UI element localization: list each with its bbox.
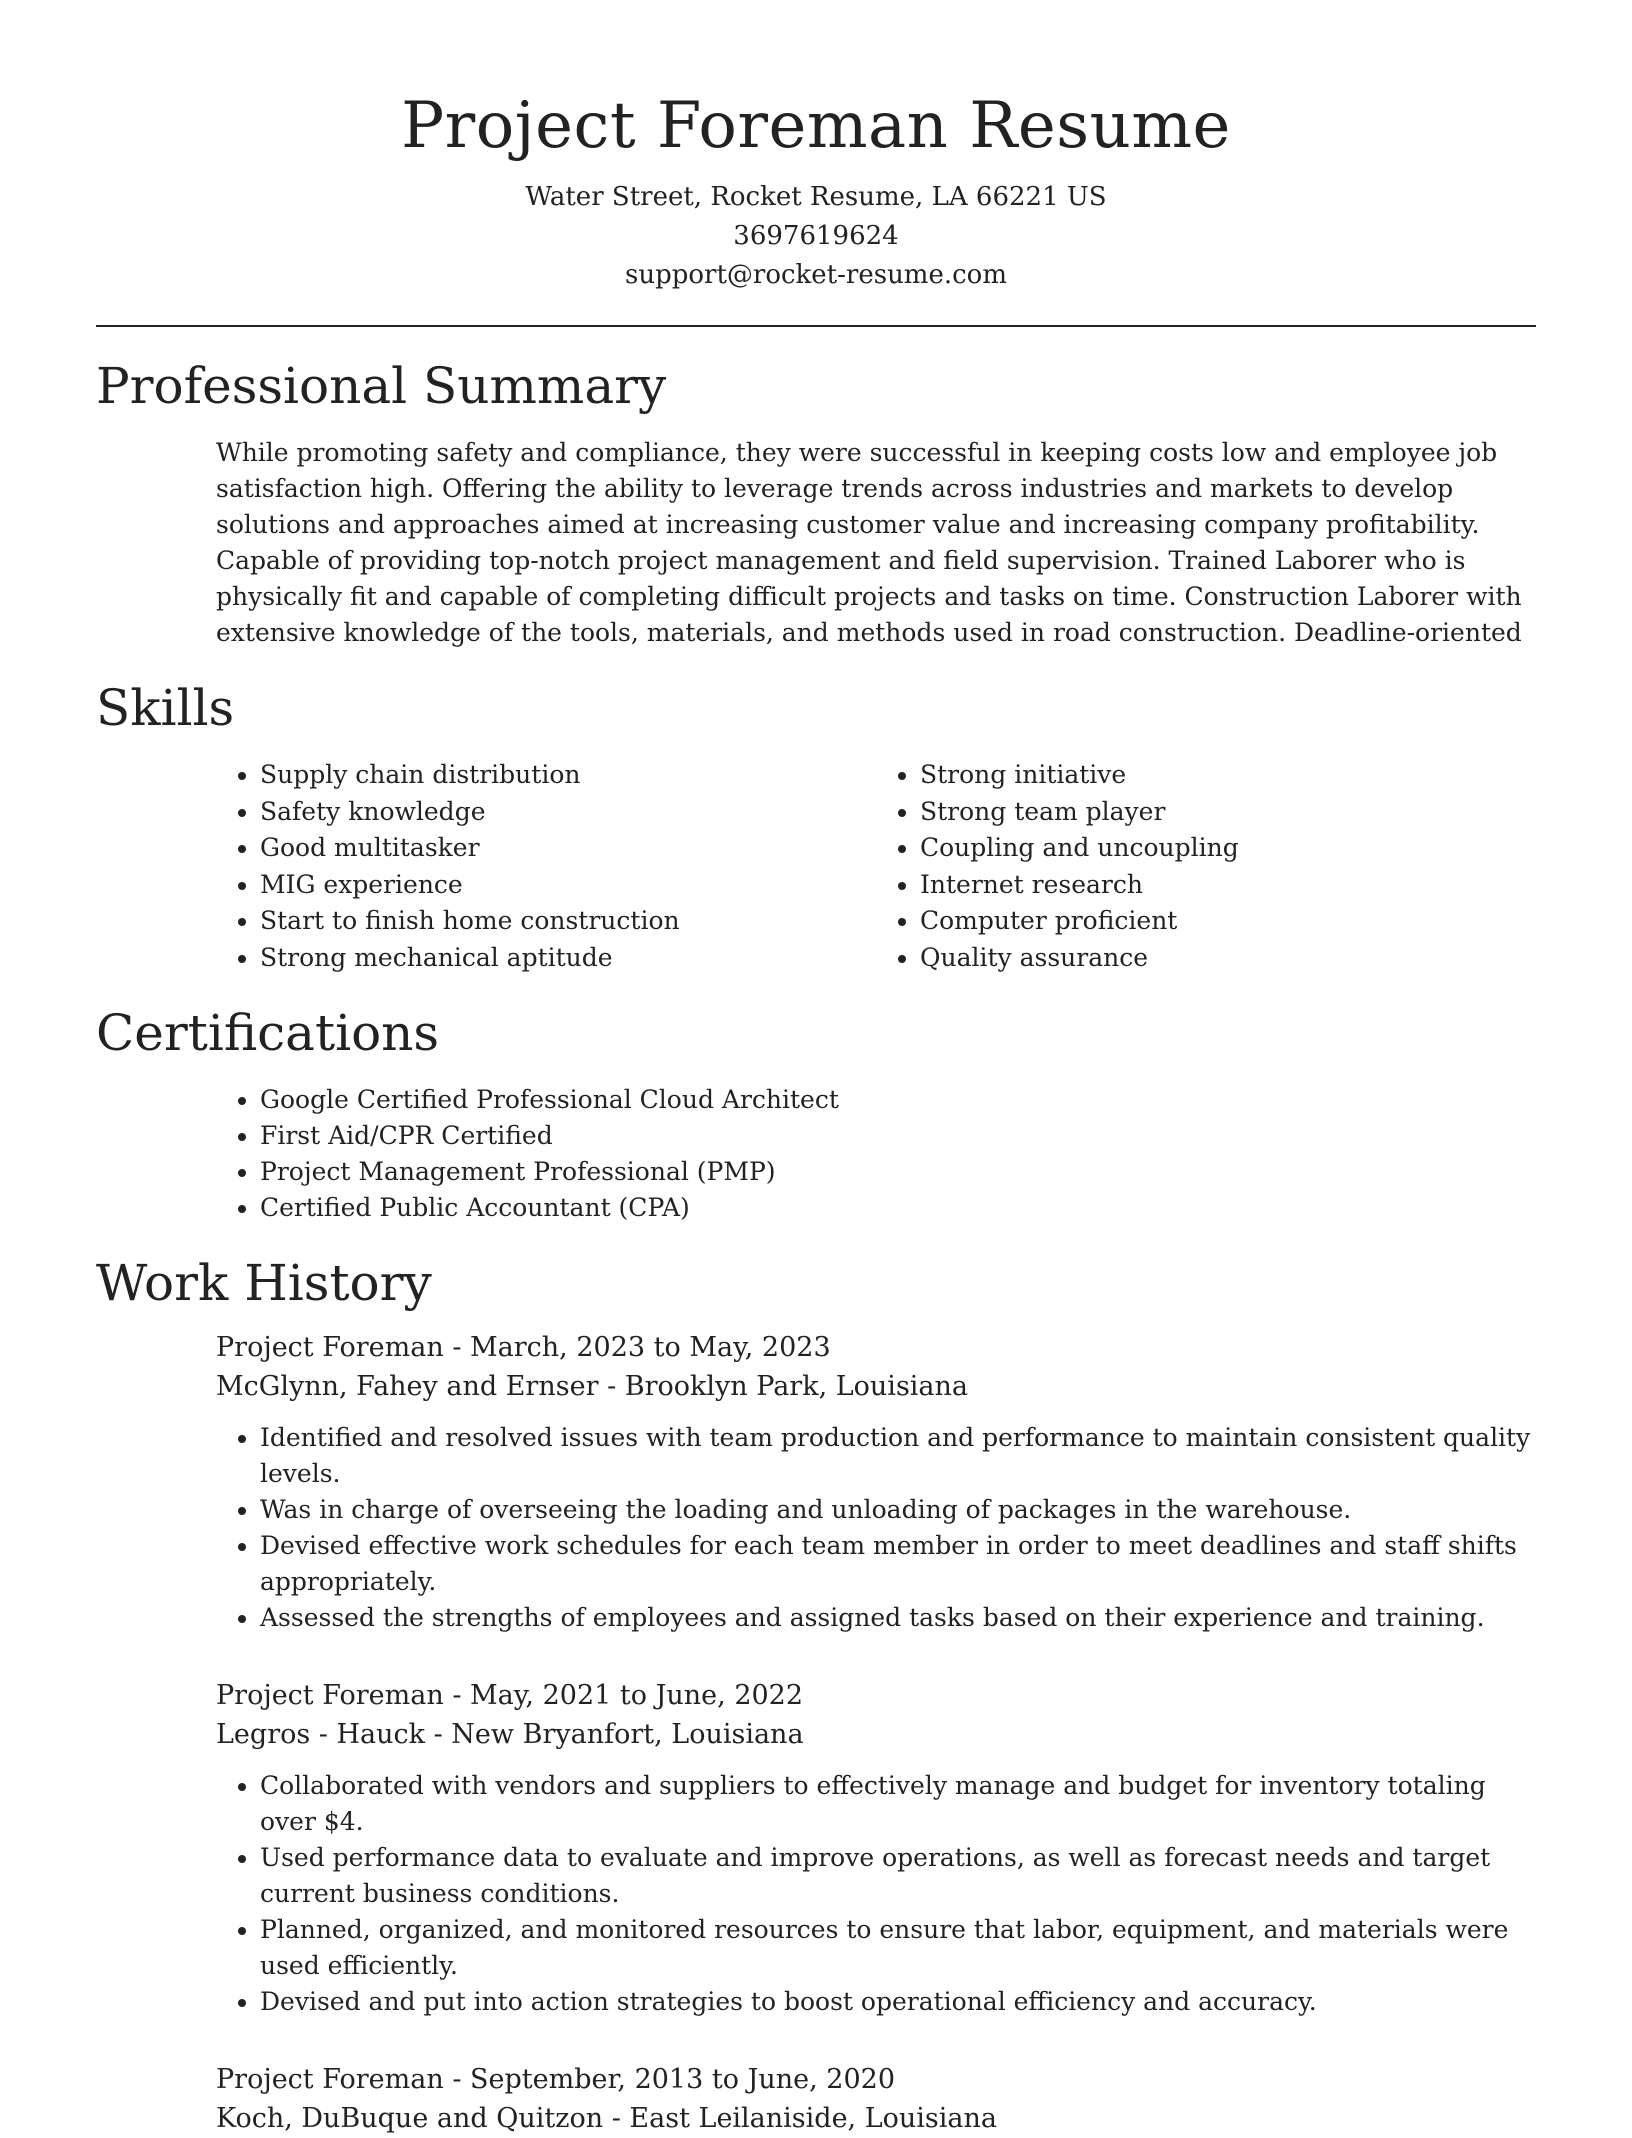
skills-section [96,677,1536,976]
job-title: Project Foreman [216,1680,444,1711]
job-bullet: • Planned, organized, and monitored resources to ensure that labor, equipment, and materials were used efficiently. [260,1912,1536,1984]
job-bullet: • Collaborated with vendors and suppliers to effectively manage and budget for inventory totaling over $4. [260,1768,1536,1840]
job-dates: - May, 2021 to June, 2022 [443,1680,804,1711]
job-location: - East Leilaniside, Louisiana [603,2103,998,2134]
job-bullet: • Identified and resolved issues with team production and performance to maintain consistent quality levels. [260,1420,1536,1492]
job-entry [216,1328,1536,1636]
contact-phone: 3697619624 [733,221,899,251]
certification-item: • Google Certified Professional Cloud Architect [260,1082,1536,1118]
job-bullet: • Was in charge of overseeing the loading and unloading of packages in the warehouse. [260,1492,1536,1528]
job-entry [216,1676,1536,2020]
job-bullets [216,1420,1536,1636]
job-company-line [216,2099,1536,2138]
job-company: McGlynn, Fahey and Ernser [216,1371,599,1402]
resume-page [96,0,1536,2138]
certification-item: • Project Management Professional (PMP) [260,1154,1536,1190]
certifications-list [216,1082,1536,1226]
job-title: Project Foreman [216,1332,444,1363]
job-bullet: • Used performance data to evaluate and improve operations, as well as forecast needs and target current business conditions. [260,1840,1536,1912]
job-title-line [216,1328,1536,1367]
job-entry [216,2060,1536,2138]
page-title: Project Foreman Resume [401,89,1231,163]
skill-item: • Safety knowledge [260,794,876,831]
resume-header [96,0,1536,295]
skill-item: • Strong mechanical aptitude [260,940,876,977]
header-divider [96,325,1536,327]
contact-email: support@rocket-resume.com [624,260,1007,290]
job-location: - Brooklyn Park, Louisiana [598,1371,969,1402]
job-title-line [216,1676,1536,1715]
job-title-line [216,2060,1536,2099]
certification-item: • First Aid/CPR Certified [260,1118,1536,1154]
contact-address: Water Street, Rocket Resume, LA 66221 US [525,182,1107,212]
certification-item: • Certified Public Accountant (CPA) [260,1190,1536,1226]
job-company: Legros - Hauck [216,1719,426,1750]
job-company-line [216,1367,1536,1406]
job-bullet: • Assessed the strengths of employees and assigned tasks based on their experience and training. [260,1600,1536,1636]
job-bullets [216,1768,1536,2020]
skills-column-right [876,757,1536,976]
work-history-heading: Work History [96,1254,432,1312]
job-location: - New Bryanfort, Louisiana [425,1719,804,1750]
summary-heading: Professional Summary [96,357,667,415]
skill-item: • Good multitasker [260,830,876,867]
job-company-line [216,1715,1536,1754]
job-dates: - September, 2013 to June, 2020 [443,2064,896,2095]
summary-section [96,355,1536,651]
summary-text: While promoting safety and compliance, they were successful in keeping costs low and employee job satisfaction high. Offering the ability to leverage trends across industries and markets to develop solutions and approaches aimed at increasing customer value and increasing company profitability. Capable of providing top-notch project management and field supervision. Trained Laborer who is physically fit and capable of completing difficult projects and tasks on time. Construction Laborer with extensive knowledge of the tools, materials, and methods used in road construction. Deadline-oriented [216,438,1522,647]
skill-item: • Strong team player [920,794,1536,831]
skills-column-left [216,757,876,976]
job-title: Project Foreman [216,2064,444,2095]
certifications-section [96,1002,1536,1226]
certifications-heading: Certifications [96,1004,440,1062]
job-dates: - March, 2023 to May, 2023 [443,1332,831,1363]
job-bullet: • Devised effective work schedules for each team member in order to meet deadlines and staff shifts appropriately. [260,1528,1536,1600]
skill-item: • Supply chain distribution [260,757,876,794]
contact-info [96,178,1536,295]
skill-item: • Start to finish home construction [260,903,876,940]
skills-grid [216,757,1536,976]
skills-heading: Skills [96,679,235,737]
skill-item: • Coupling and uncoupling [920,830,1536,867]
job-bullet: • Devised and put into action strategies to boost operational efficiency and accuracy. [260,1984,1536,2020]
skill-item: • Strong initiative [920,757,1536,794]
job-company: Koch, DuBuque and Quitzon [216,2103,604,2134]
skill-item: • Quality assurance [920,940,1536,977]
skill-item: • Internet research [920,867,1536,904]
skill-item: • MIG experience [260,867,876,904]
skill-item: • Computer proficient [920,903,1536,940]
work-history-section [96,1252,1536,2138]
